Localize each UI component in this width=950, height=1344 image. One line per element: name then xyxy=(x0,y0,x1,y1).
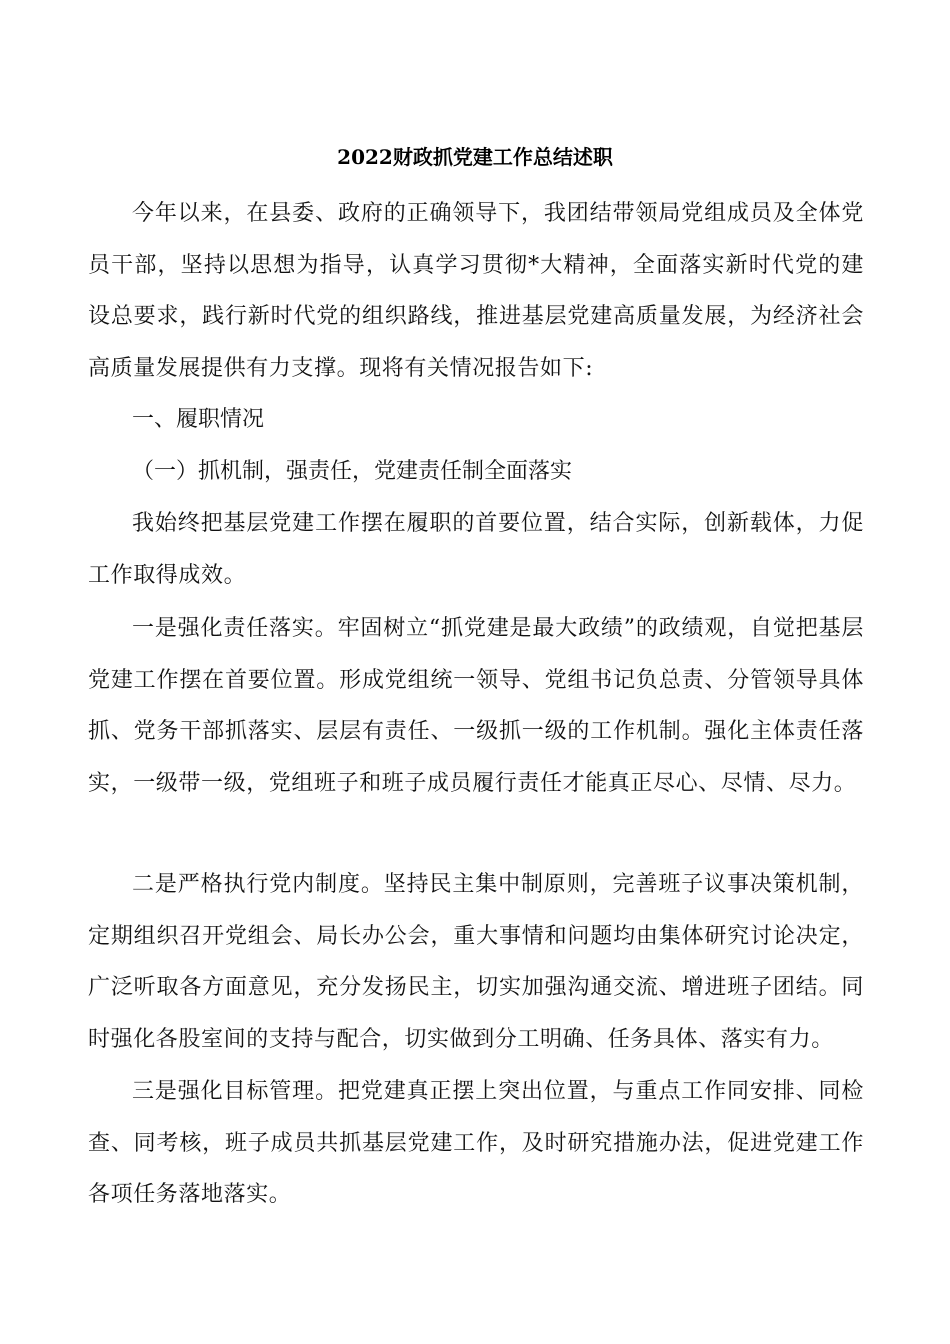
body-paragraph-responsibility: 一是强化责任落实。牢固树立“抓党建是最大政绩”的政绩观，自觉把基层党建工作摆在首要位置。形成党组统一领导、党组书记负总责、分管领导具体抓、党务干部抓落实、层层有责任、一级抓一级的工作机制。强化主体责任落实，一级带一级，党组班子和班子成员履行责任才能真正尽心、尽情、尽力。 xyxy=(88,616,864,796)
body-paragraph-overview: 我始终把基层党建工作摆在履职的首要位置，结合实际，创新载体，力促工作取得成效。 xyxy=(88,511,864,588)
section-heading-performance: 一、履职情况 xyxy=(132,407,265,432)
intro-paragraph: 今年以来，在县委、政府的正确领导下，我团结带领局党组成员及全体党员干部，坚持以思想为指导，认真学习贯彻*大精神，全面落实新时代党的建设总要求，践行新时代党的组织路线，推进基层党建高质量发展，为经济社会高质量发展提供有力支撑。现将有关情况报告如下: xyxy=(88,201,864,381)
subsection-heading-mechanism: （一）抓机制，强责任，党建责任制全面落实 xyxy=(132,459,573,484)
body-paragraph-target-management: 三是强化目标管理。把党建真正摆上突出位置，与重点工作同安排、同检查、同考核，班子成员共抓基层党建工作，及时研究措施办法，促进党建工作各项任务落地落实。 xyxy=(88,1079,864,1207)
body-paragraph-party-system: 二是严格执行党内制度。坚持民主集中制原则，完善班子议事决策机制，定期组织召开党组会、局长办公会，重大事情和问题均由集体研究讨论决定，广泛听取各方面意见，充分发扬民主，切实加强沟通交流、增进班子团结。同时强化各股室间的支持与配合，切实做到分工明确、任务具体、落实有力。 xyxy=(88,872,864,1052)
document-title: 2022财政抓党建工作总结述职 xyxy=(337,145,613,169)
